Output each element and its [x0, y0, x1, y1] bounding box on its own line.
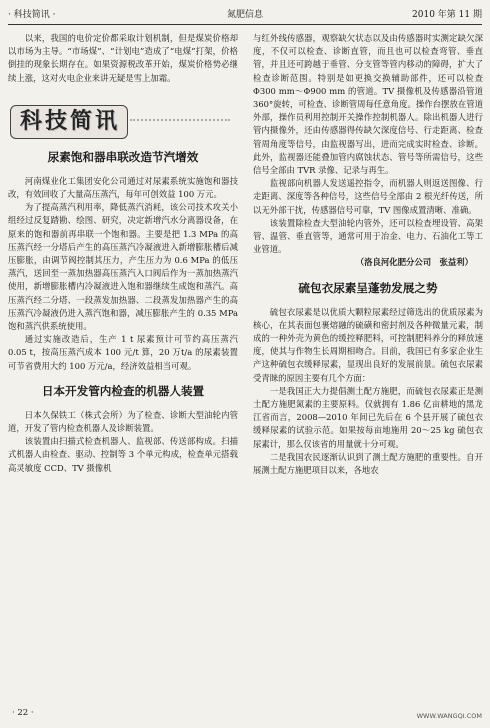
article-title: 尿素饱和器串联改造节汽增效 [47, 149, 199, 164]
section-banner [10, 103, 130, 139]
continued-paragraph: 与红外线传感器，观察缺欠状态以及由传感器时实测定缺欠深度，不仅可以检查、诊断直管，而且也可以检查弯管、垂直管，并且还可跨越于垂管、分支管等管内移动的障碍，扩大了检查诊断范围。特别是如更换交换辅助部件，还可以检查 Φ300 mm～Φ900 mm 的管道。TV 摄像机及传感器沿管道 360°旋转，可检查、诊断管周每任意角度。操作台摆放在管道外部，操作员利用控制开关操作控制机器人。除出机器人进行管内摄像外，还由传感器得传缺欠深度信号、行走距离、检查管周角度等信号，由监视器写出，进而完成实时检查、诊断。此外，监视器还能叠加管内腐蚀状态、管号等所需信号，这些信号全部由 TVR 录像、记录与再生。 [253, 33, 483, 176]
article-paragraph: 硫包衣尿素是以优质大颗粒尿素经过筛选出的优质尿素为核心，在其表面包裹熔融的硫磺和密封剂及各种微量元素，制成的一种外壳为黄色的缓控释肥料，可控制肥料养分的释放速度，使其与作物生长周期相吻合。目前，我国已有多家企业生产这种硫包衣缓释尿素，显现出良好的发展前景。硫包衣尿素受青睐的原因主要有几个方面： [253, 306, 483, 383]
running-header [8, 6, 482, 24]
article-title: 硫包衣尿素呈蓬勃发展之势 [298, 280, 438, 295]
article-paragraph: 二是我国农民逐渐认识到了测土配方施肥的重要性。自开展测土配方施肥项目以来，各地农 [253, 451, 483, 476]
article-paragraph: 为了提高蒸汽利用率，降低蒸汽消耗，该公司技术攻关小组经过反复踏勘、绘图、研究，决定新增汽水分离器设备，在原来的饱和器前再串联一个饱和器。主要是把 1.3 MPa 的高压蒸汽经一分塔后产生的高压蒸汽冷凝液进入新增膨胀槽后减压膨胀，由调节阀控制其压力，产生压力为 0.6 MPa 的低压蒸汽，送回至一蒸加热器高压蒸汽入口阀后作为一蒸加热蒸汽使用，新增膨胀槽内冷凝液进入饱和器继续生成饱和蒸汽。高压蒸汽经二分塔、一段蒸发加热器、二段蒸发加热器产生的高压蒸汽冷凝液仍进入蒸汽饱和器，减压膨胀产生的 0.35 MPa 饱和蒸汽供系统使用。 [8, 202, 238, 332]
article-paragraph: 一是我国正大力提倡测土配方施肥，而硫包衣尿素正是测土配方施肥氮素的主要原料。仅就拥有 1.86 亿亩耕地的黑龙江省而言，2008—2010 年间已先后在 6 个县开展了硫包衣缓释尿素的试验示范。如果按每亩地施用 20～25 kg 硫包衣尿素计，那么仅该省的用量就十分可观。 [253, 385, 483, 449]
article-paragraph: 监视部向机器人发送遥控指令，而机器人则返送图像、行走距离、深度等各种信号，这些信号全部由 2 根光纤传送，所以无外部干扰，传感器信号可靠，TV 图像成置清晰、准确。 [253, 178, 483, 215]
page-number: · 22 · [12, 708, 34, 718]
journal-name: 氮肥信息 [226, 10, 263, 20]
right-column [253, 32, 483, 477]
article-paragraph: 该装置由扫描式检查机器人、监视部、传送部构成。扫描式机器人由检查、驱动、控制等 3 个单元构成，检查单元搭载高灵敏度 CCD、TV 摄像机 [8, 436, 238, 473]
banner-dotted-rule [130, 119, 230, 121]
banner-title: 科技简讯 [20, 107, 121, 134]
article-paragraph: 河南煤业化工集团安化公司通过对尿素系统实施饱和器技改，有效回收了大量高压蒸汽，每年可创效益 100 万元。 [8, 175, 238, 200]
left-column [8, 32, 238, 475]
site-watermark: WWW.WANGQI.COM [416, 712, 482, 720]
section-label: · 科技简讯 · [8, 10, 56, 20]
article-paragraph: 通过实施改造后，生产 1 t 尿素预计可节约高压蒸汽 0.05 t，按高压蒸汽成本 100 元/t 算，20 万t/a 的尿素装置可节省费用大约 100 万元/a，经济效益相当可观。 [8, 334, 238, 371]
author-signature: （洛良河化肥分公司 张益利） [355, 257, 473, 268]
article-title: 日本开发管内检查的机器人装置 [41, 383, 205, 398]
header-rule [8, 24, 482, 25]
article-paragraph: 日本久保铁工（株式会所）为了检查、诊断大型油轮内管道，开发了管内检查机器人及诊断装置。 [8, 409, 238, 434]
issue-label: 2010 年第 11 期 [412, 10, 482, 20]
intro-paragraph: 以来，我国的电价定价都采取计划机制，但是煤炭价格却以市场为主导。“市场煤”、“计划电”造成了“电煤”打架，价格倒挂的现象长期存在。如果资源税改革开始，煤炭价格势必继续上涨，这对火电企业来讲无疑是雪上加霜。 [8, 33, 238, 83]
article-paragraph: 该装置除检查大型油轮内管外，还可以检查埋设管、高架管、温管、垂直管等，通常可用于冶金、电力、石油化工等工业管道。 [253, 217, 483, 255]
